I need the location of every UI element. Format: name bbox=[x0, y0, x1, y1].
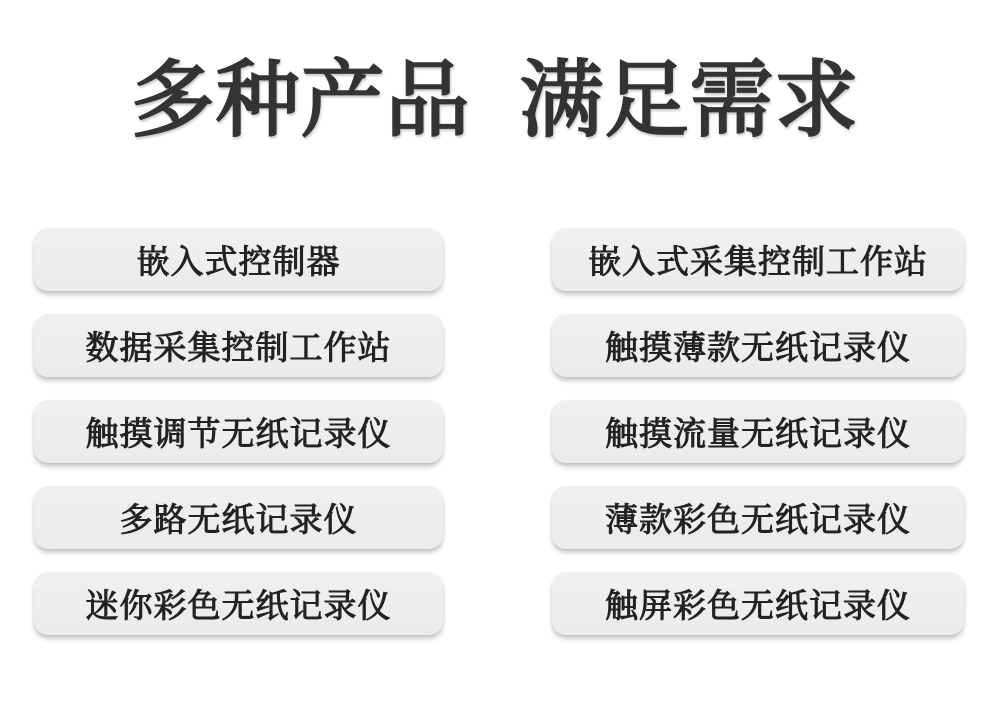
product-column-right bbox=[552, 228, 964, 635]
product-button-embedded-acquisition-control-workstation[interactable]: 嵌入式采集控制工作站 bbox=[552, 228, 964, 291]
product-button-data-acquisition-workstation[interactable]: 数据采集控制工作站 bbox=[34, 314, 443, 377]
product-button-touch-regulating-paperless-recorder[interactable]: 触摸调节无纸记录仪 bbox=[34, 400, 443, 463]
product-button-multichannel-paperless-recorder[interactable]: 多路无纸记录仪 bbox=[34, 486, 443, 549]
product-button-touchscreen-color-paperless-recorder[interactable]: 触屏彩色无纸记录仪 bbox=[552, 572, 964, 635]
product-button-grid bbox=[34, 228, 964, 635]
product-column-left bbox=[34, 228, 443, 635]
product-button-touch-flow-paperless-recorder[interactable]: 触摸流量无纸记录仪 bbox=[552, 400, 964, 463]
product-button-embedded-controller[interactable]: 嵌入式控制器 bbox=[34, 228, 443, 291]
product-button-touch-slim-paperless-recorder[interactable]: 触摸薄款无纸记录仪 bbox=[552, 314, 964, 377]
page-title: 多种产品 满足需求 bbox=[130, 53, 860, 147]
product-button-mini-color-paperless-recorder[interactable]: 迷你彩色无纸记录仪 bbox=[34, 572, 443, 635]
product-button-slim-color-paperless-recorder[interactable]: 薄款彩色无纸记录仪 bbox=[552, 486, 964, 549]
